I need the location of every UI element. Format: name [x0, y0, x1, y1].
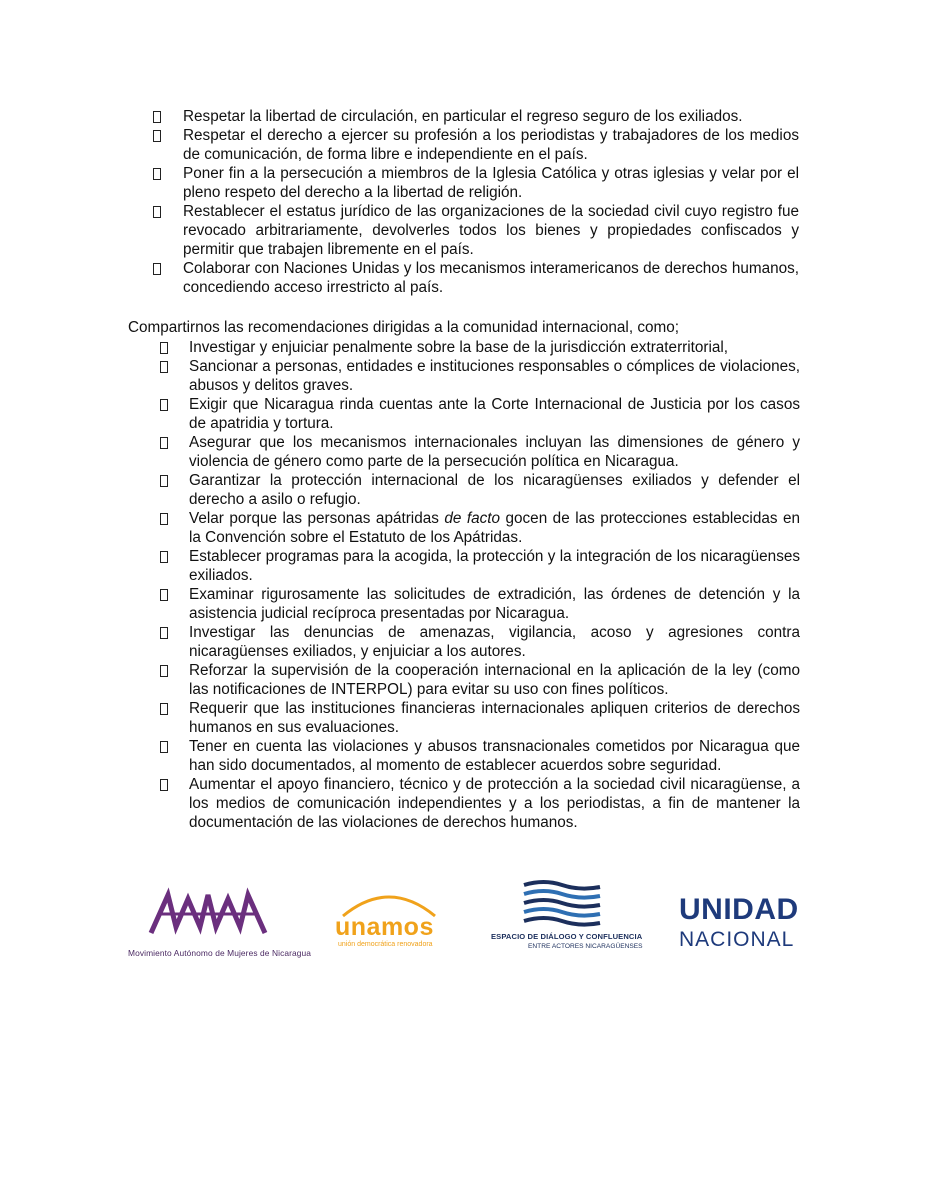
bullet-icon	[160, 589, 168, 601]
unidad-line2: NACIONAL	[679, 928, 795, 951]
list-item	[160, 471, 800, 509]
list-item	[160, 338, 800, 357]
list-item-text: Establecer programas para la acogida, la protección y la integración de los nicaragüenses exiliados.	[189, 548, 800, 584]
list-item	[153, 259, 799, 297]
list-item-text: Exigir que Nicaragua rinda cuentas ante la Corte Internacional de Justicia por los casos de apatridia y tortura.	[189, 396, 800, 432]
unamos-name: unamos	[335, 913, 434, 941]
list-item	[160, 433, 800, 471]
list-item	[160, 699, 800, 737]
list-item	[160, 357, 800, 395]
list-item	[160, 585, 800, 623]
list-item	[160, 737, 800, 775]
list-item	[153, 126, 799, 164]
bullet-icon	[160, 513, 168, 525]
list-item-text: Reforzar la supervisión de la cooperación internacional en la aplicación de la ley (como las notificaciones de INTERPOL) para evitar su uso con fines políticos.	[189, 662, 800, 698]
list-item	[153, 164, 799, 202]
list-item	[160, 395, 800, 433]
bullet-icon	[160, 627, 168, 639]
bullet-icon	[160, 703, 168, 715]
list-item	[153, 202, 799, 259]
bullet-icon	[160, 779, 168, 791]
list-item-text: Aumentar el apoyo financiero, técnico y de protección a la sociedad civil nicaragüense, a los medios de comunicación independientes y a los periodistas, a fin de mantener la documentación de las violaciones de derechos humanos.	[189, 776, 800, 831]
list-item-text: Sancionar a personas, entidades e instituciones responsables o cómplices de violaciones, abusos y delitos graves.	[189, 358, 800, 394]
unidad-line1: UNIDAD	[679, 893, 799, 926]
mam-caption: Movimiento Autónomo de Mujeres de Nicaragua	[128, 948, 312, 958]
bullet-icon	[160, 361, 168, 373]
edc-flag-icon	[522, 879, 602, 929]
bullet-icon	[153, 130, 161, 142]
bullet-icon	[153, 206, 161, 218]
list-item-text: Investigar y enjuiciar penalmente sobre la base de la jurisdicción extraterritorial,	[189, 339, 729, 356]
bullet-icon	[160, 665, 168, 677]
bullet-icon	[160, 399, 168, 411]
list-item-text: Investigar las denuncias de amenazas, vigilancia, acoso y agresiones contra nicaragüenses exiliados, y enjuiciar a los autores.	[189, 624, 800, 660]
list-item-text: Tener en cuenta las violaciones y abusos transnacionales cometidos por Nicaragua que han sido documentados, al momento de establecer acuerdos sobre seguridad.	[189, 738, 800, 774]
mam-mark-icon	[148, 887, 268, 937]
list-item-text: Colaborar con Naciones Unidas y los mecanismos interamericanos de derechos humanos, concediendo acceso irrestricto al país.	[183, 260, 799, 296]
bullet-icon	[153, 111, 161, 123]
list-item-text: Respetar el derecho a ejercer su profesión a los periodistas y trabajadores de los medios de comunicación, de forma libre e independiente en el país.	[183, 127, 799, 163]
list-item-text: Examinar rigurosamente las solicitudes de extradición, las órdenes de detención y la asistencia judicial recíproca presentadas por Nicaragua.	[189, 586, 800, 622]
demands-list	[153, 107, 799, 297]
list-item-text: Restablecer el estatus jurídico de las organizaciones de la sociedad civil cuyo registro fue revocado arbitrariamente, devolverles todos los bienes y propiedades confiscados y permitir que trabajen libremente en el país.	[183, 203, 799, 258]
unamos-tagline: unión democrática renovadora	[338, 941, 433, 948]
bullet-icon	[160, 475, 168, 487]
list-item-text: Requerir que las instituciones financieras internacionales apliquen criterios de derechos humanos en sus evaluaciones.	[189, 700, 800, 736]
bullet-icon	[160, 741, 168, 753]
list-item	[160, 509, 800, 547]
list-item	[160, 661, 800, 699]
list-item-text: Garantizar la protección internacional de los nicaragüenses exiliados y defender el derecho a asilo o refugio.	[189, 472, 800, 508]
list-item-text: Velar porque las personas apátridas de facto gocen de las protecciones establecidas en la Convención sobre el Estatuto de los Apátridas.	[189, 510, 800, 546]
bullet-icon	[153, 168, 161, 180]
list-item	[160, 547, 800, 585]
list-item	[153, 107, 799, 126]
edc-title: ESPACIO DE DIÁLOGO Y CONFLUENCIA	[491, 932, 643, 941]
bullet-icon	[160, 551, 168, 563]
bullet-icon	[160, 437, 168, 449]
list-item-text: Poner fin a la persecución a miembros de la Iglesia Católica y otras iglesias y velar por el pleno respeto del derecho a la libertad de religión.	[183, 165, 799, 201]
list-item-text: Respetar la libertad de circulación, en particular el regreso seguro de los exiliados.	[183, 108, 743, 125]
list-item	[160, 775, 800, 832]
list-item	[160, 623, 800, 661]
edc-subtitle: ENTRE ACTORES NICARAGÜENSES	[528, 943, 643, 950]
list-item-text: Asegurar que los mecanismos internacionales incluyan las dimensiones de género y violencia de género como parte de la persecución política en Nicaragua.	[189, 434, 800, 470]
bullet-icon	[153, 263, 161, 275]
recommendations-list	[160, 338, 800, 832]
bullet-icon	[160, 342, 168, 354]
recommendations-intro: Compartirnos las recomendaciones dirigidas a la comunidad internacional, como;	[128, 319, 679, 336]
